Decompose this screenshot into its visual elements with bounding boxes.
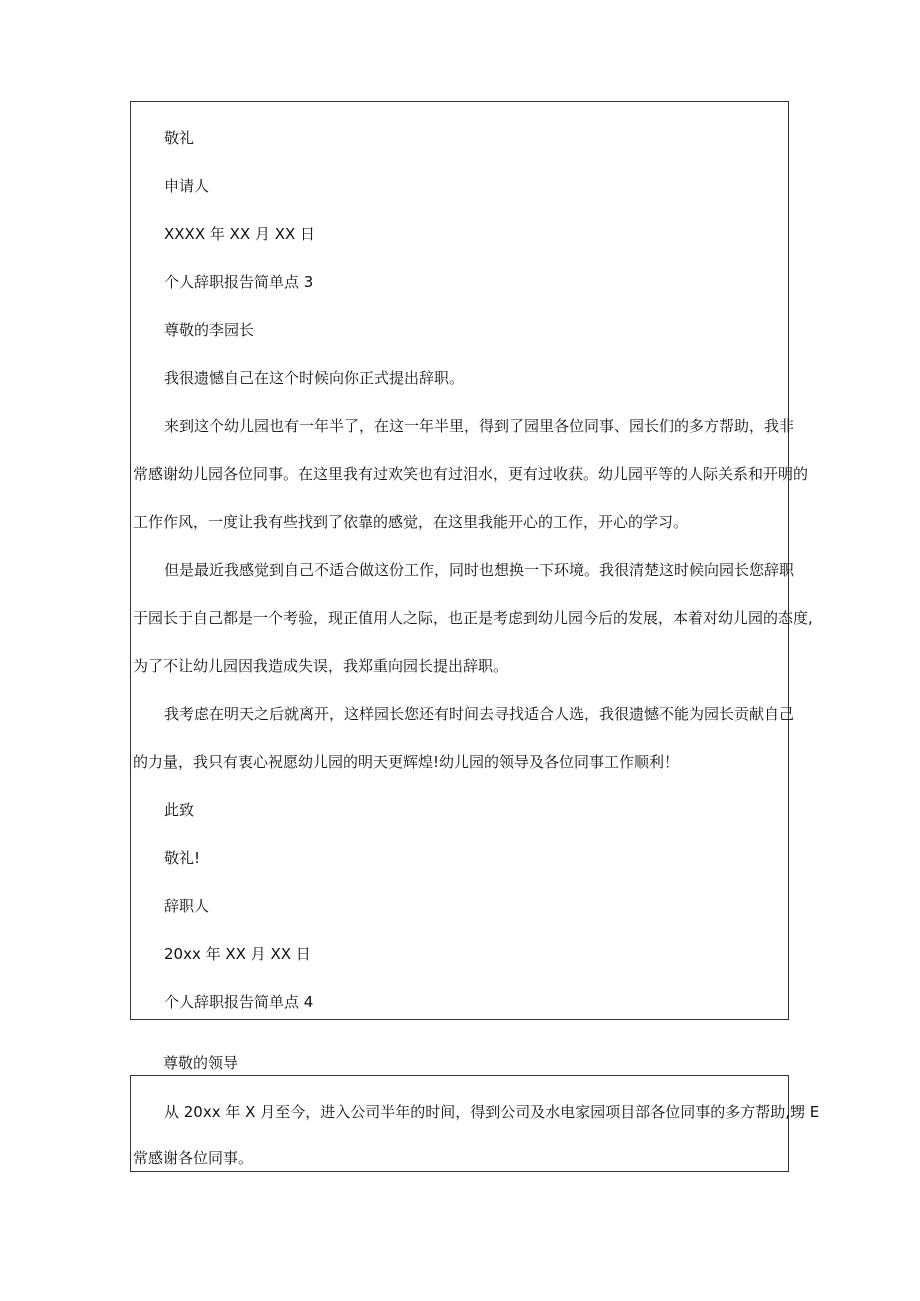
closing-line: 此致	[164, 801, 195, 819]
signer-label: 辞职人	[164, 897, 210, 915]
paragraph-line: 的力量，我只有衷心祝愿幼儿园的明天更辉煌!幼儿园的领导及各位同事工作顺利！	[133, 753, 680, 771]
letter-box-1	[130, 101, 813, 1020]
section-heading-4: 个人辞职报告简单点 4	[164, 993, 314, 1011]
paragraph-line: 为了不让幼儿园因我造成失误，我郑重向园长提出辞职。	[133, 657, 509, 675]
paragraph-line: 从 20xx 年 X 月至今，进入公司半年的时间，得到公司及水电家园项目部各位同事的多方帮助,甥 E	[164, 1103, 820, 1121]
letter-box-2	[130, 1075, 820, 1172]
paragraph-line: 常感谢各位同事。	[133, 1149, 254, 1167]
paragraph-line: 我考虑在明天之后就离开，这样园长您还有时间去寻找适合人选，我很遗憾不能为园长贡献自己	[164, 705, 795, 723]
closing-salute: 敬礼!	[164, 849, 201, 867]
date-line: XXXX 年 XX 月 XX 日	[164, 225, 316, 243]
paragraph-line: 工作作风，一度让我有些找到了依靠的感觉，在这里我能开心的工作，开心的学习。	[133, 513, 689, 531]
salutation: 尊敬的领导	[163, 1054, 239, 1072]
applicant-label: 申请人	[164, 177, 210, 195]
closing-salute: 敬礼	[164, 129, 195, 147]
date-line: 20xx 年 XX 月 XX 日	[164, 945, 311, 963]
paragraph-line: 来到这个幼儿园也有一年半了，在这一年半里，得到了园里各位同事、园长们的多方帮助，我非	[164, 417, 795, 435]
paragraph-line: 常感谢幼儿园各位同事。在这里我有过欢笑也有过泪水，更有过收获。幼儿园平等的人际关系和开明的	[133, 465, 809, 483]
paragraph-line: 于园长于自己都是一个考验，现正值用人之际，也正是考虑到幼儿园今后的发展，本着对幼儿园的态度,	[133, 609, 813, 627]
salutation: 尊敬的李园长	[164, 321, 255, 339]
paragraph-line: 但是最近我感觉到自己不适合做这份工作，同时也想换一下环境。我很清楚这时候向园长您辞职	[164, 561, 795, 579]
paragraph-line: 我很遗憾自己在这个时候向你正式提出辞职。	[164, 369, 465, 387]
section-heading-3: 个人辞职报告简单点 3	[164, 273, 314, 291]
